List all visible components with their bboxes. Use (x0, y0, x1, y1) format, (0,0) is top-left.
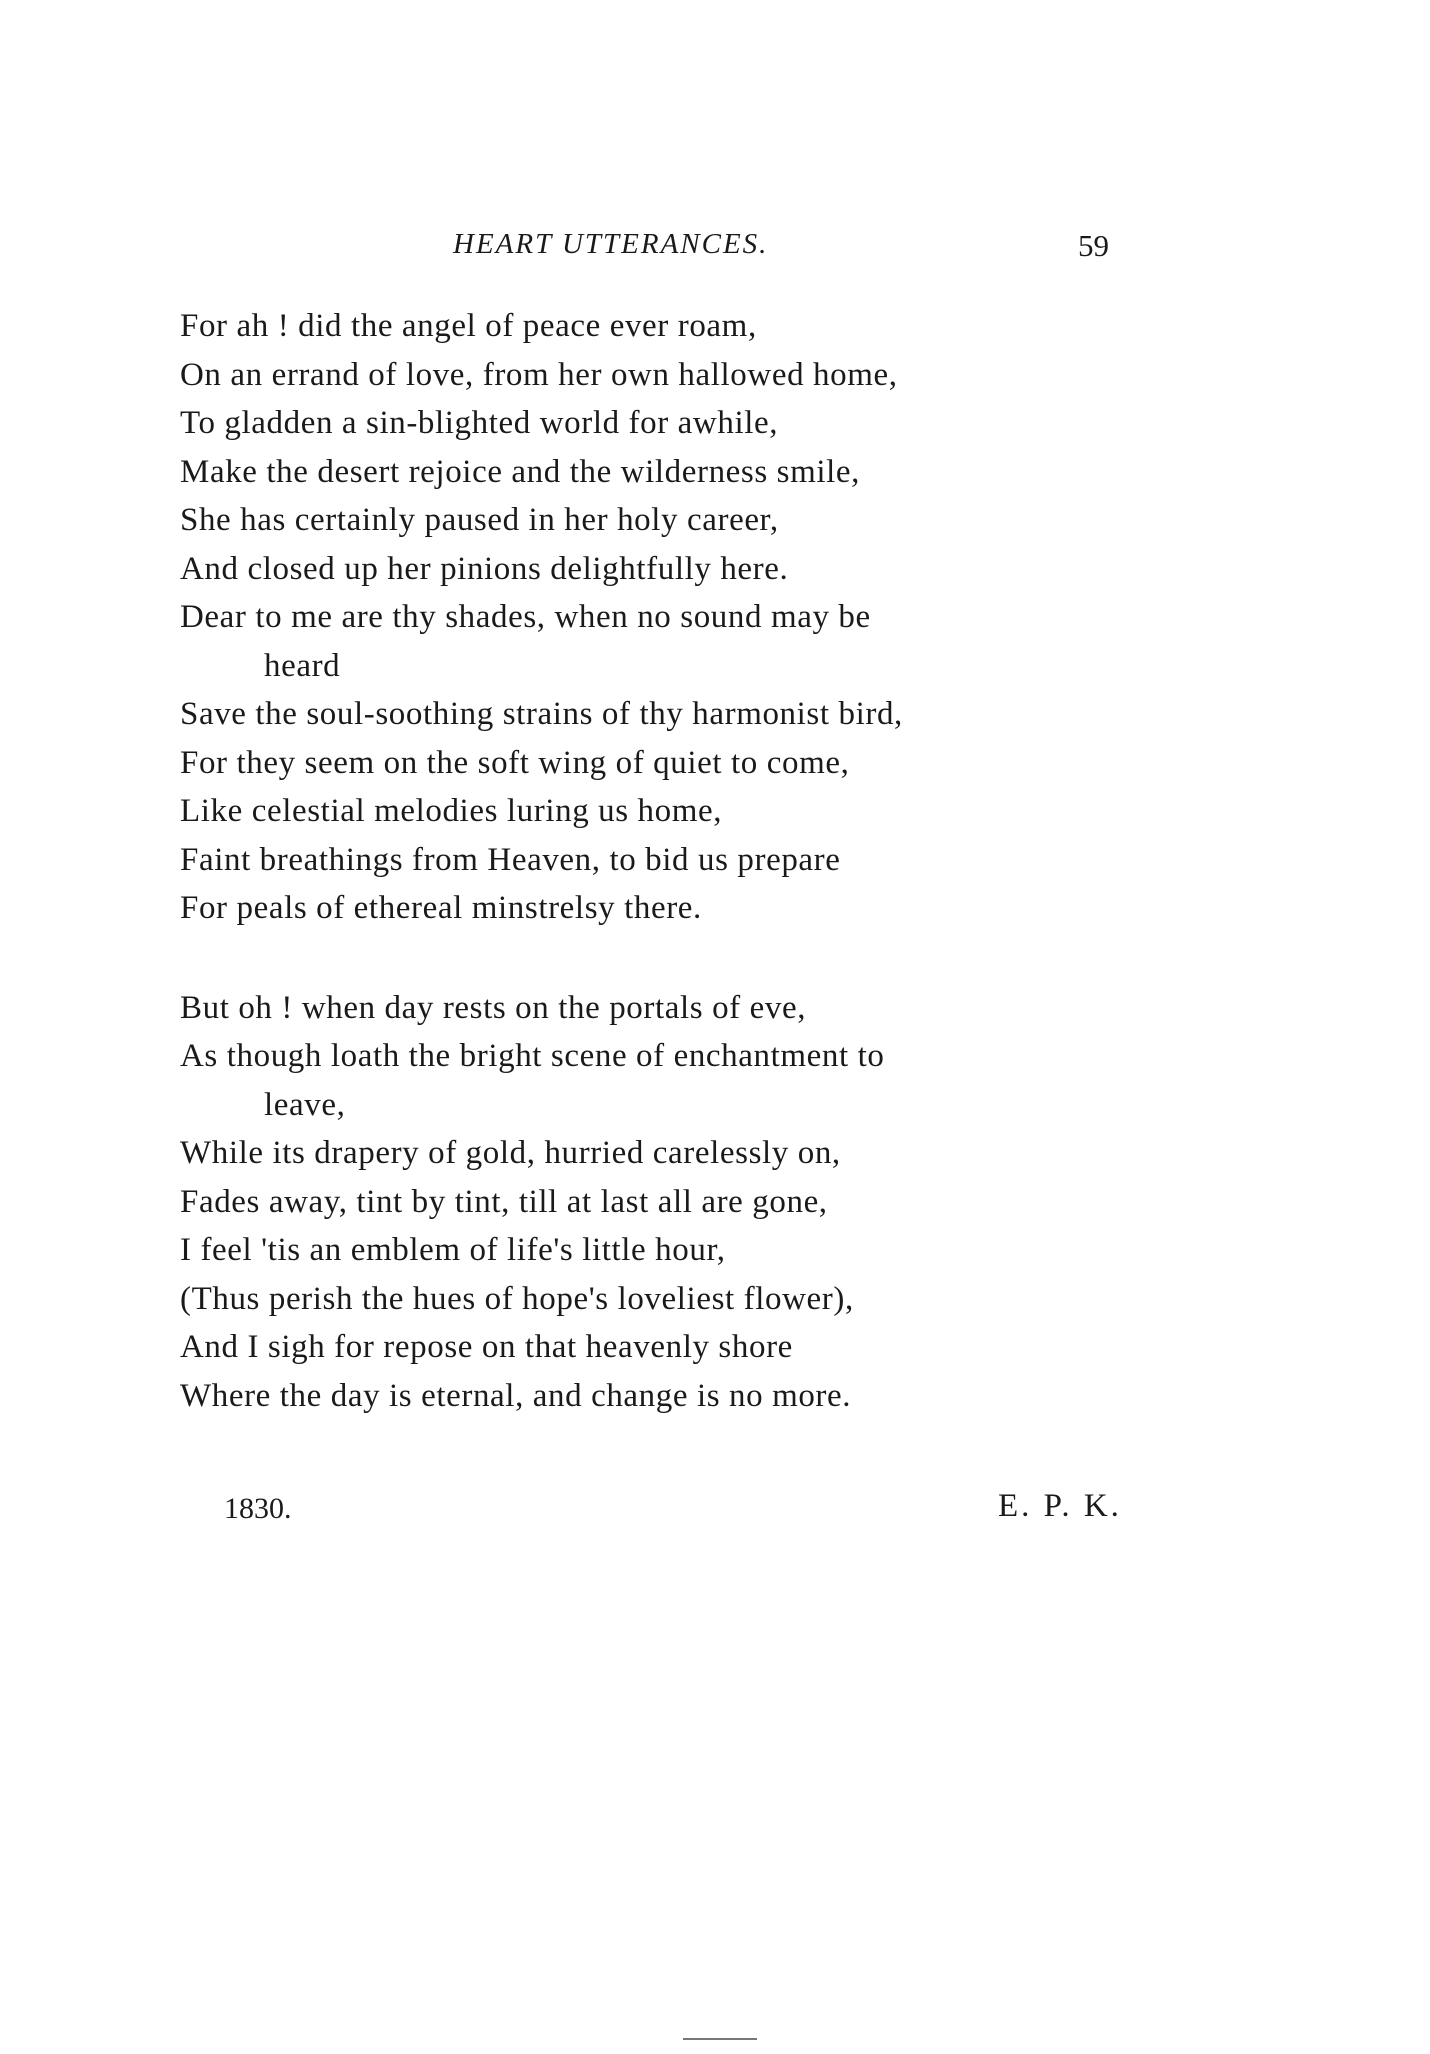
poem-line: And I sigh for repose on that heavenly shore (180, 1329, 793, 1365)
stanza-1 (180, 302, 1180, 933)
author-initials: E. P. K. (998, 1488, 1122, 1524)
poem-date: 1830. (224, 1492, 292, 1525)
poem-line-text: Dear to me are thy shades, when no sound may be (180, 599, 871, 635)
poem-line-continuation: leave, (264, 1086, 346, 1123)
poem-line: Make the desert rejoice and the wilderness smile, (180, 453, 861, 490)
poem-line (180, 593, 1180, 690)
poem-line: Faint breathings from Heaven, to bid us prepare (180, 841, 841, 878)
poem-line: On an errand of love, from her own hallowed home, (180, 356, 898, 393)
page-bottom-rule (683, 2038, 757, 2040)
poem-line: I feel 'tis an emblem of life's little hour, (180, 1232, 726, 1268)
poem-body (180, 302, 1180, 1420)
poem-line: Like celestial melodies luring us home, (180, 793, 723, 829)
poem-line-continuation: heard (264, 647, 341, 684)
poem-line-text: As though loath the bright scene of enchantment to (180, 1038, 885, 1074)
poem-line: Where the day is eternal, and change is no more. (180, 1377, 852, 1414)
poem-line (180, 1032, 1180, 1129)
poem-line: Fades away, tint by tint, till at last all are gone, (180, 1183, 828, 1220)
poem-line: For peals of ethereal minstrelsy there. (180, 890, 702, 926)
poem-line: To gladden a sin-blighted world for awhile, (180, 405, 779, 441)
page-number: 59 (1078, 228, 1109, 263)
poem-line: While its drapery of gold, hurried carelessly on, (180, 1135, 841, 1171)
running-title: HEART UTTERANCES. (453, 228, 769, 260)
poem-line: But oh ! when day rests on the portals of eve, (180, 989, 807, 1026)
running-head (180, 228, 1180, 272)
poem-line: She has certainly paused in her holy career, (180, 502, 779, 538)
poem-line: For ah ! did the angel of peace ever roam, (180, 308, 757, 344)
poem-line: For they seem on the soft wing of quiet to come, (180, 744, 850, 781)
poem-line: And closed up her pinions delightfully here. (180, 550, 789, 587)
poem-line: (Thus perish the hues of hope's loveliest flower), (180, 1280, 854, 1317)
poem-line: Save the soul-soothing strains of thy harmonist bird, (180, 696, 903, 732)
stanza-2 (180, 984, 1180, 1421)
colophon (180, 1488, 1180, 1536)
